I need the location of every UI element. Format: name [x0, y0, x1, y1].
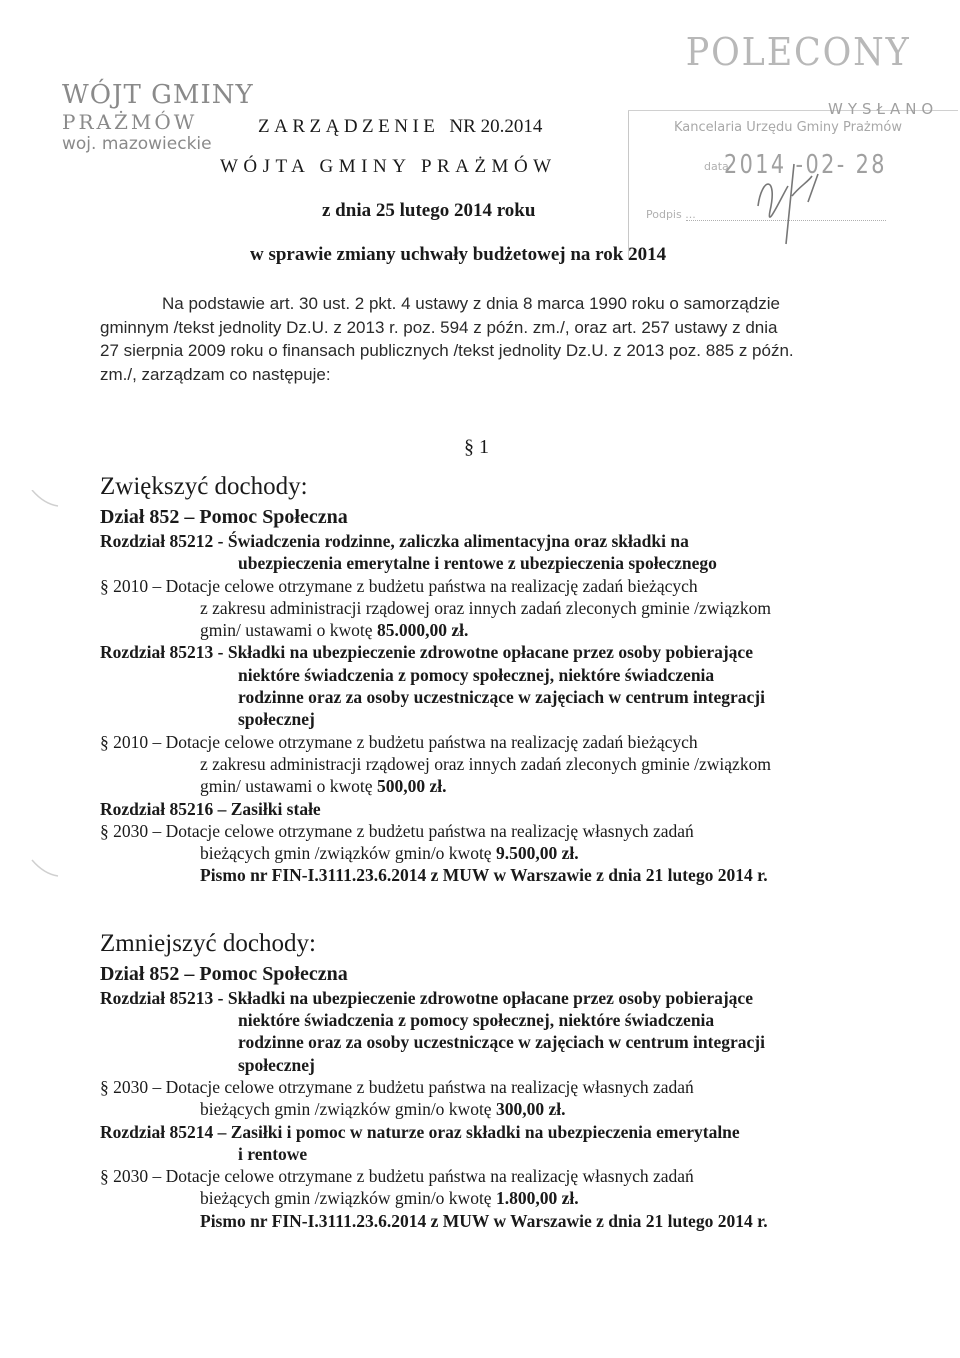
paragraph-line: § 2030 – Dotacje celowe otrzymane z budżetu państwa na realizację własnych zadań [100, 820, 694, 841]
scan-margin-marks [30, 490, 60, 890]
preamble-line: zm./, zarządzam co następuje: [100, 364, 331, 384]
rozdzial-title: niektóre świadczenia z pomocy społecznej, niektóre świadczenia [238, 664, 715, 685]
increase-dzial: Dział 852 – Pomoc Społeczna [100, 506, 348, 528]
paragraph-line [100, 619, 940, 641]
paragraph-line: § 2030 – Dotacje celowe otrzymane z budżetu państwa na realizację własnych zadań [100, 1076, 694, 1097]
rozdzial-title: ubezpieczenia emerytalne i rentowe z ubezpieczenia społecznego [238, 553, 717, 574]
paragraph-text: gmin/ ustawami o kwotę [200, 776, 377, 797]
paragraph-line [100, 842, 940, 864]
wojt-stamp-line2: PRAŻMÓW [62, 110, 198, 134]
rozdzial-title: społecznej [238, 1054, 315, 1075]
polecony-stamp: POLECONY [685, 30, 911, 74]
rozdzial-title: Rozdział 85214 – Zasiłki i pomoc w naturze oraz składki na ubezpieczenia emerytalne [100, 1121, 740, 1142]
preamble-line: gminnym /tekst jednolity Dz.U. z 2013 r. poz. 594 z późn. zm./, oraz art. 257 ustawy z dnia [100, 317, 778, 337]
paragraph-text: bieżących gmin /związków gmin/o kwotę [200, 1188, 496, 1209]
handwritten-signature [748, 156, 828, 246]
paragraph-line: § 2010 – Dotacje celowe otrzymane z budżetu państwa na realizację zadań bieżących [100, 731, 698, 752]
preamble-line: 27 sierpnia 2009 roku o finansach publicznych /tekst jednolity Dz.U. z 2013 poz. 885 z późn. [100, 341, 794, 360]
paragraph-text: bieżących gmin /związków gmin/o kwotę [200, 1099, 496, 1120]
rozdzial-title: Rozdział 85212 - Świadczenia rodzinne, zaliczka alimentacyjna oraz składki na [100, 531, 689, 551]
rozdzial-title: rodzinne oraz za osoby uczestniczące w zajęciach w centrum integracji [238, 687, 765, 708]
decrease-heading: Zmniejszyć dochody: [100, 929, 316, 957]
document-number: NR 20.2014 [449, 116, 543, 137]
wyslano-date-label: data [704, 160, 729, 173]
rozdzial-title: i rentowe [238, 1143, 308, 1164]
preamble [100, 292, 880, 386]
paragraph-text: gmin/ ustawami o kwotę [200, 620, 377, 641]
letter-reference: Pismo nr FIN-I.3111.23.6.2014 z MUW w Warszawie z dnia 21 lutego 2014 r. [200, 865, 768, 886]
paragraph-line [100, 775, 940, 797]
increase-heading: Zwiększyć dochody: [100, 473, 308, 500]
paragraph-line: § 2030 – Dotacje celowe otrzymane z budżetu państwa na realizację własnych zadań [100, 1166, 694, 1187]
wyslano-date-value: 2014 -02- 28 [724, 150, 887, 180]
rozdzial-title: Rozdział 85213 - Składki na ubezpieczenie zdrowotne opłacane przez osoby pobierające [100, 987, 753, 1008]
stamp-frame-left [628, 110, 629, 260]
document-subtitle: WÓJTA GMINY PRAŻMÓW [220, 156, 557, 177]
document-title [258, 116, 542, 138]
rozdzial-title: rodzinne oraz za osoby uczestniczące w zajęciach w centrum integracji [238, 1032, 765, 1053]
document-subject: w sprawie zmiany uchwały budżetowej na rok 2014 [250, 244, 667, 265]
paragraph-text: bieżących gmin /związków gmin/o kwotę [200, 843, 496, 864]
wyslano-title: WYSŁANO [828, 100, 939, 118]
amount: 9.500,00 zł. [495, 843, 579, 864]
rozdzial-title: Rozdział 85216 – Zasiłki stałe [100, 798, 321, 819]
document-body [100, 472, 940, 1232]
rozdzial-title: społecznej [238, 709, 315, 730]
preamble-line: Na podstawie art. 30 ust. 2 pkt. 4 ustawy z dnia 8 marca 1990 roku o samorządzie [162, 294, 780, 313]
title-word: ZARZĄDZENIE [258, 116, 440, 137]
wyslano-sign-label: Podpis ... [646, 208, 696, 221]
rozdzial-title: Rozdział 85213 - Składki na ubezpieczenie zdrowotne opłacane przez osoby pobierające [100, 642, 753, 663]
letter-reference: Pismo nr FIN-I.3111.23.6.2014 z MUW w Warszawie z dnia 21 lutego 2014 r. [200, 1210, 768, 1231]
paragraph-line [100, 1098, 940, 1120]
amount: 300,00 zł. [495, 1099, 566, 1120]
rozdzial-title: niektóre świadczenia z pomocy społecznej, niektóre świadczenia [238, 1010, 715, 1031]
decrease-dzial: Dział 852 – Pomoc Społeczna [100, 962, 348, 985]
wojt-stamp [62, 80, 254, 154]
paragraph-line: z zakresu administracji rządowej oraz innych zadań zleconych gminie /związkom [200, 597, 771, 618]
wojt-stamp-line1: WÓJT GMINY [62, 80, 254, 110]
paragraph-line: § 2010 – Dotacje celowe otrzymane z budżetu państwa na realizację zadań bieżących [100, 575, 698, 596]
amount: 85.000,00 zł. [376, 620, 469, 641]
amount: 500,00 zł. [376, 776, 447, 797]
amount: 1.800,00 zł. [495, 1188, 579, 1209]
wojt-stamp-line3: woj. mazowieckie [62, 134, 212, 154]
paragraph-line: z zakresu administracji rządowej oraz innych zadań zleconych gminie /związkom [200, 753, 771, 774]
document-date: z dnia 25 lutego 2014 roku [322, 200, 536, 221]
paragraph-mark: § 1 [464, 436, 489, 458]
wyslano-stamp [628, 100, 960, 250]
paragraph-line [100, 1187, 940, 1209]
wyslano-office: Kancelaria Urzędu Gminy Prażmów [674, 120, 902, 135]
